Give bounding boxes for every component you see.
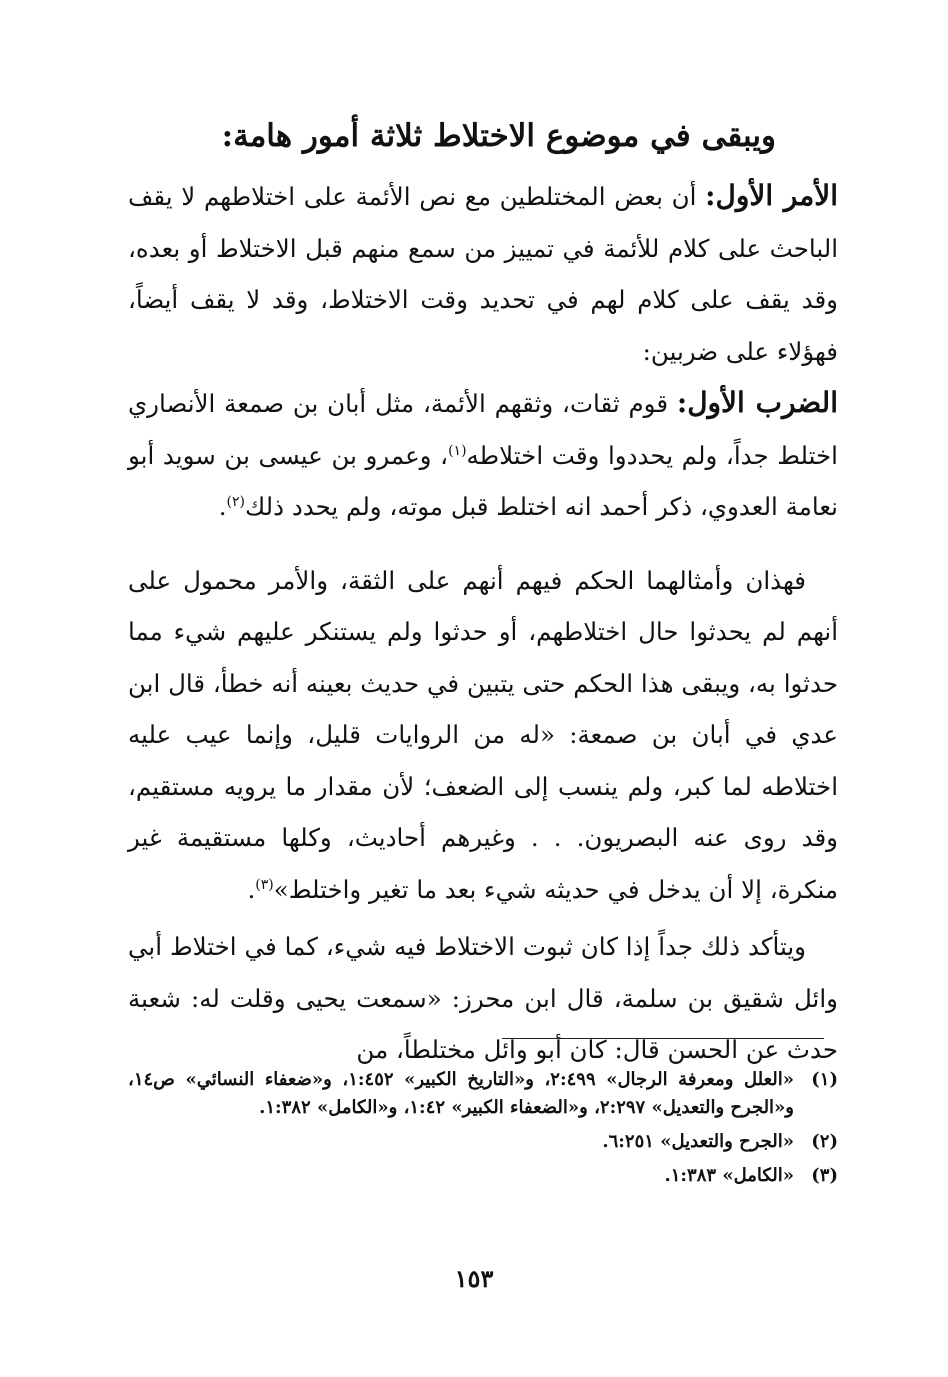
- paragraph-first-type: [128, 377, 838, 533]
- first-matter-text: أن بعض المختلطين مع نص الأئمة على اختلاطهم لا يقف الباحث على كلام للأئمة في تمييز من سمع منهم قبل الاختلاط أو بعده، وقد يقف على كلام لهم في تحديد وقت الاختلاط، وقد لا يقف أيضاً، فهؤلاء على ضربين:: [128, 182, 838, 366]
- footnote-text: «العلل ومعرفة الرجال» ٢:٤٩٩، و«التاريخ الكبير» ١:٤٥٢، و«ضعفاء النسائي» ص١٤، و«الجرح والتعديل» ٢:٢٩٧، و«الضعفاء الكبير» ١:٤٢، و«الكامل» ١:٣٨٢.: [128, 1069, 794, 1118]
- footnote-2: [128, 1128, 838, 1156]
- footnote-separator: [502, 1038, 824, 1039]
- first-type-text-c: .: [218, 492, 227, 521]
- paragraph-ruling: [128, 555, 838, 916]
- footnote-number: (٣): [811, 1165, 838, 1186]
- page-number: ١٥٣: [454, 1264, 494, 1293]
- first-type-text-a: قوم ثقات، وثقهم الأئمة، مثل أبان بن صمعة الأنصاري اختلط جداً، ولم يحددوا وقت اختلاطه: [128, 389, 838, 470]
- footnote-text: «الكامل» ١:٣٨٣.: [664, 1165, 794, 1186]
- footnote-text: «الجرح والتعديل» ٦:٢٥١.: [602, 1131, 794, 1152]
- footnote-number: (٢): [811, 1131, 838, 1152]
- ruling-text: فهذان وأمثالهما الحكم فيهم أنهم على الثقة، والأمر محمول على أنهم لم يحدثوا حال اختلاطهم، أو حدثوا ولم يستنكر عليهم شيء مما حدثوا به، ويبقى هذا الحكم حتى يتبين في حديث بعينه أنه خطأ، قال ابن عدي في أبان بن صمعة: «له من الروايات قليل، وإنما عيب عليه اختلاطه لما كبر، ولم ينسب إلى الضعف؛ لأن مقدار ما يرويه مستقيم، وقد روى عنه البصريون. . . وغيرهم أحاديث، وكلها مستقيمة غير منكرة، إلا أن يدخل في حديثه شيء بعد ما تغير واختلط»: [128, 565, 838, 904]
- footnote-3: [128, 1162, 838, 1190]
- footnote-ref-3[interactable]: (٣): [255, 876, 274, 893]
- footnote-1: [128, 1066, 838, 1122]
- paragraph-abu-wail: [128, 921, 838, 1076]
- first-type-text-b: ، وعمرو بن عيسى بن سويد أبو نعامة العدوي، ذكر أحمد انه اختلط قبل موته، ولم يحدد ذلك: [128, 440, 838, 521]
- ruling-end: .: [247, 874, 256, 904]
- section-heading: ويبقى في موضوع الاختلاط ثلاثة أمور هامة:: [221, 118, 776, 154]
- page-body: [128, 112, 838, 1076]
- footnotes: [128, 1066, 838, 1196]
- footnote-ref-1[interactable]: (١): [448, 442, 467, 459]
- paragraph-first-matter: [128, 170, 838, 377]
- first-type-label: الضرب الأول:: [676, 386, 838, 419]
- footnote-ref-2[interactable]: (٢): [226, 493, 246, 510]
- footnote-number: (١): [811, 1069, 838, 1090]
- paragraph-gap: [128, 533, 838, 555]
- first-matter-label: الأمر الأول:: [705, 179, 838, 212]
- abu-wail-text: ويتأكد ذلك جداً إذا كان ثبوت الاختلاط فيه شيء، كما في اختلاط أبي وائل شقيق بن سلمة، قال ابن محرز: «سمعت يحيى وقلت له: شعبة حدث عن الحسن قال: كان أبو وائل مختلطاً، من: [128, 932, 838, 1064]
